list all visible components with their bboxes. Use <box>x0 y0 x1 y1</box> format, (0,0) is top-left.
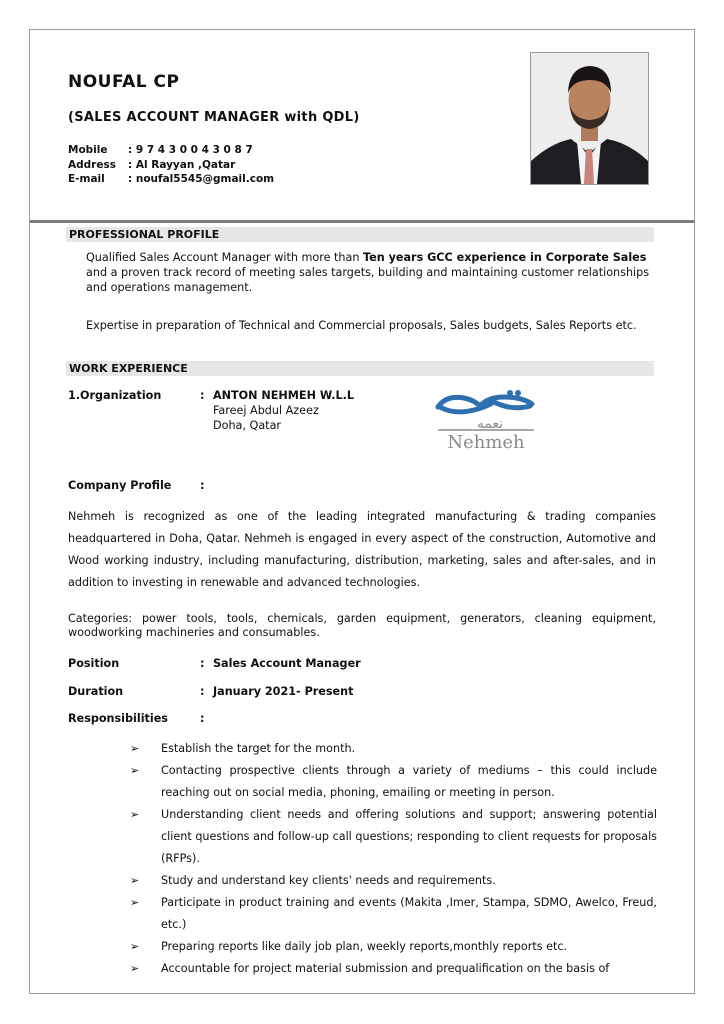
responsibilities-list <box>130 738 657 980</box>
contact-label: Mobile <box>68 144 108 156</box>
duration-value: January 2021- Present <box>213 685 354 698</box>
company-categories: Categories: power tools, tools, chemicals, garden equipment, generators, cleaning equipment, woodworking machineries and consumables. <box>68 612 656 639</box>
field-colon: : <box>200 712 205 725</box>
contact-value: : Al Rayyan ,Qatar <box>128 158 236 171</box>
organization-label: 1.Organization <box>68 389 162 402</box>
organization-name: ANTON NEHMEH W.L.L <box>213 389 355 402</box>
list-item <box>130 892 657 936</box>
profile-text: and a proven track record of meeting sales targets, building and maintaining customer relationships and operations management. <box>86 266 650 294</box>
company-profile-label <box>68 479 205 492</box>
header-divider <box>30 220 695 223</box>
field-colon: : <box>200 479 205 492</box>
arrow-bullet-icon: ➢ <box>130 742 140 755</box>
responsibilities-row <box>68 712 205 725</box>
field-label: Duration <box>68 685 124 698</box>
list-item-text: Accountable for project material submission and prequalification on the basis of <box>161 962 610 975</box>
position-value: Sales Account Manager <box>213 657 361 670</box>
profile-text: Qualified Sales Account Manager with more than <box>86 251 364 264</box>
field-colon: : <box>200 657 205 670</box>
arrow-bullet-icon: ➢ <box>130 764 140 777</box>
logo-arabic-text: نعمه <box>476 416 504 432</box>
candidate-name: NOUFAL CP <box>68 72 180 92</box>
contact-address <box>68 158 274 173</box>
logo-text: Nehmeh <box>447 432 525 451</box>
list-item-text: Study and understand key clients' needs and requirements. <box>161 874 496 887</box>
list-item <box>130 958 657 980</box>
section-work-experience: WORK EXPERIENCE <box>66 361 654 376</box>
arrow-bullet-icon: ➢ <box>130 962 140 975</box>
contact-mobile <box>68 143 274 158</box>
field-label: Company Profile <box>68 479 172 492</box>
list-item-text: Contacting prospective clients through a variety of mediums – this could include reaching out on social media, phoning, emailing or meeting in person. <box>161 764 657 799</box>
profile-paragraph-2: Expertise in preparation of Technical and Commercial proposals, Sales budgets, Sales Reports etc. <box>86 319 637 332</box>
contact-label: Address <box>68 158 116 171</box>
contact-label: E-mail <box>68 173 105 185</box>
list-item <box>130 936 657 958</box>
arrow-bullet-icon: ➢ <box>130 874 140 887</box>
profile-photo <box>530 52 649 185</box>
list-item <box>130 760 657 804</box>
contact-value: : noufal5545@gmail.com <box>128 173 275 185</box>
section-professional-profile: PROFESSIONAL PROFILE <box>66 227 654 242</box>
list-item-text: Preparing reports like daily job plan, weekly reports,monthly reports etc. <box>161 940 568 953</box>
candidate-role: (SALES ACCOUNT MANAGER with QDL) <box>68 110 360 125</box>
list-item <box>130 870 657 892</box>
profile-paragraph-1 <box>86 250 655 295</box>
contact-block <box>68 143 274 187</box>
list-item-text: Participate in product training and events (Makita ,Imer, Stampa, SDMO, Awelco, Freud, etc.) <box>161 896 657 931</box>
organization-address-line: Doha, Qatar <box>213 419 282 432</box>
organization-details <box>213 388 354 433</box>
arrow-bullet-icon: ➢ <box>130 808 140 821</box>
list-item-text: Establish the target for the month. <box>161 742 356 755</box>
contact-email <box>68 172 274 187</box>
list-item <box>130 804 657 870</box>
arrow-bullet-icon: ➢ <box>130 940 140 953</box>
list-item-text: Understanding client needs and offering solutions and support; answering potential client questions and follow-up call questions; responding to client requests for proposals (RFPs). <box>161 808 657 865</box>
organization-address-line: Fareej Abdul Azeez <box>213 404 319 417</box>
duration-row <box>68 685 354 698</box>
company-profile-text: Nehmeh is recognized as one of the leading integrated manufacturing & trading companies headquartered in Doha, Qatar. Nehmeh is engaged in every aspect of the construction, Automotive and Wood working industry, including manufacturing, distribution, marketing, sales and after-sales, and in addition to investing in renewable and advanced technologies. <box>68 510 656 589</box>
organization-colon: : <box>200 389 205 402</box>
list-item <box>130 738 657 760</box>
field-label: Position <box>68 657 120 670</box>
contact-value: : 9 7 4 3 0 0 4 3 0 8 7 <box>128 144 253 156</box>
field-colon: : <box>200 685 205 698</box>
position-row <box>68 657 361 670</box>
field-label: Responsibilities <box>68 712 168 725</box>
resume-page <box>29 29 695 994</box>
company-logo <box>430 385 542 451</box>
arrow-bullet-icon: ➢ <box>130 896 140 909</box>
profile-highlight: Ten years GCC experience in Corporate Sales <box>363 251 647 264</box>
